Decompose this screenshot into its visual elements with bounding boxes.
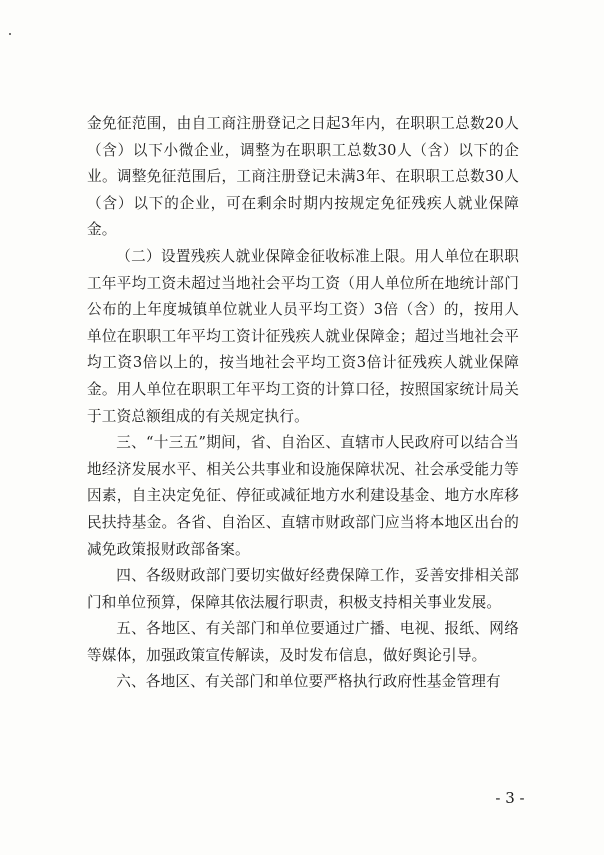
page-number: - 3 - [495, 789, 525, 807]
paragraph-section-four: 四、各级财政部门要切实做好经费保障工作，妥善安排相关部门和单位预算，保障其依法履行职责，积极支持相关事业发展。 [87, 567, 519, 611]
paragraph-section-three: 三、“十三五”期间，省、自治区、直辖市人民政府可以结合当地经济发展水平、相关公共事业和设施保障状况、社会承受能力等因素，自主决定免征、停征或减征地方水利建设基金、地方水库移民扶持基金。各省、自治区、直辖市财政部门应当将本地区出台的减免政策报财政部备案。 [87, 434, 519, 558]
paragraph-section-six: 六、各地区、有关部门和单位要严格执行政府性基金管理有 [116, 673, 501, 691]
document-body [87, 111, 519, 696]
paragraph-section-five: 五、各地区、有关部门和单位要通过广播、电视、报纸、网络等媒体，加强政策宣传解读，及时发布信息，做好舆论引导。 [87, 620, 519, 664]
paragraph-levy-cap: （二）设置残疾人就业保障金征收标准上限。用人单位在职职工年平均工资未超过当地社会平均工资（用人单位所在地统计部门公布的上年度城镇单位就业人员平均工资）3倍（含）的，按用人单位在职职工年平均工资计征残疾人就业保障金；超过当地社会平均工资3倍以上的，按当地社会平均工资3倍计征残疾人就业保障金。用人单位在职职工年平均工资的计算口径，按照国家统计局关于工资总额组成的有关规定执行。 [87, 247, 519, 425]
scan-speck [9, 33, 11, 35]
paragraph-continuation: 金免征范围，由自工商注册登记之日起3年内，在职职工总数20人（含）以下小微企业，调整为在职职工总数30人（含）以下的企业。调整免征范围后，工商注册登记未满3年、在职职工总数30人（含）以下的企业，可在剩余时期内按规定免征残疾人就业保障金。 [87, 115, 519, 239]
